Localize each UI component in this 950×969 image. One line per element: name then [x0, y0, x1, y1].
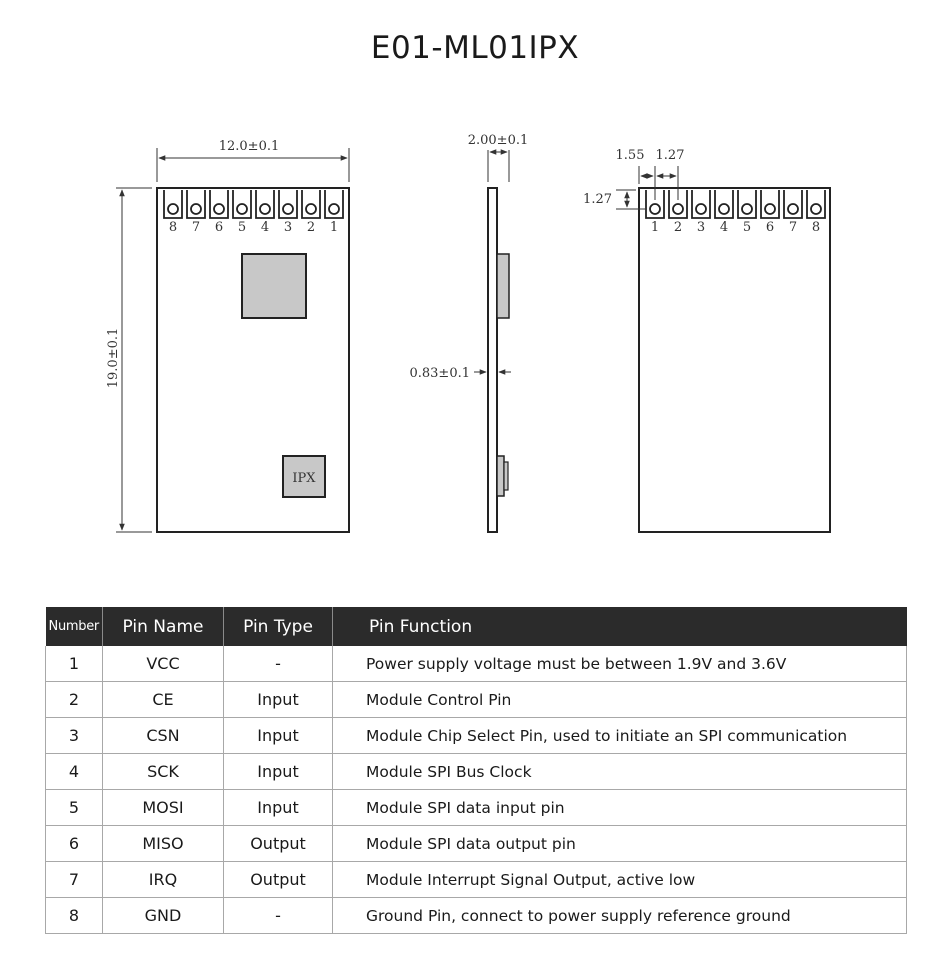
cell-pin-name: GND — [103, 898, 224, 934]
cell-pin-type: Output — [224, 826, 333, 862]
cell-pin-type: - — [224, 898, 333, 934]
cell-pin-type: Input — [224, 718, 333, 754]
thickness-dimension-label: 2.00±0.1 — [467, 133, 529, 148]
top-view-pin-number: 1 — [329, 220, 339, 235]
top-view-pad-hole — [306, 204, 316, 214]
cell-pin-type: Input — [224, 790, 333, 826]
header-pin-type: Pin Type — [224, 607, 333, 646]
table-row — [46, 646, 907, 682]
bottom-view-pad-hole — [742, 204, 752, 214]
bottom-view-pad-hole — [650, 204, 660, 214]
chip — [242, 254, 306, 318]
side-view — [409, 133, 528, 532]
cell-number: 2 — [46, 682, 103, 718]
cell-pin-name: CSN — [103, 718, 224, 754]
pitch-label: 1.27 — [655, 148, 685, 163]
table-row — [46, 718, 907, 754]
top-view-pin-number: 4 — [260, 220, 270, 235]
bottom-view-pin-number: 4 — [719, 220, 729, 235]
table-row — [46, 898, 907, 934]
cell-pin-name: CE — [103, 682, 224, 718]
cell-pin-function: Module Interrupt Signal Output, active low — [333, 862, 907, 898]
top-view-pad-hole — [237, 204, 247, 214]
cell-pin-name: MISO — [103, 826, 224, 862]
cell-pin-name: SCK — [103, 754, 224, 790]
cell-pin-function: Module Control Pin — [333, 682, 907, 718]
bottom-view-pad-hole — [719, 204, 729, 214]
height-dimension-label: 19.0±0.1 — [106, 327, 121, 389]
table-header-row — [46, 607, 907, 646]
top-view-pad-hole — [168, 204, 178, 214]
table-row — [46, 826, 907, 862]
ipx-connector-label: IPX — [292, 471, 316, 486]
table-row — [46, 754, 907, 790]
side-view-chip — [497, 254, 509, 318]
width-dimension-label: 12.0±0.1 — [218, 139, 280, 154]
header-number: Number — [46, 607, 103, 646]
cell-pin-function: Power supply voltage must be between 1.9V and 3.6V — [333, 646, 907, 682]
cell-pin-function: Ground Pin, connect to power supply reference ground — [333, 898, 907, 934]
bottom-view-pin-number: 7 — [788, 220, 798, 235]
top-view — [106, 139, 349, 532]
cell-number: 1 — [46, 646, 103, 682]
bottom-view-pin-number: 8 — [811, 220, 821, 235]
top-view-pin-number: 6 — [214, 220, 224, 235]
bottom-view — [583, 148, 830, 532]
top-view-pin-number: 8 — [168, 220, 178, 235]
cell-pin-function: Module SPI data input pin — [333, 790, 907, 826]
cell-number: 5 — [46, 790, 103, 826]
cell-pin-name: MOSI — [103, 790, 224, 826]
bottom-view-pad-hole — [696, 204, 706, 214]
top-view-pad-hole — [191, 204, 201, 214]
header-pin-function: Pin Function — [333, 607, 907, 646]
edge-offset-label: 1.55 — [615, 148, 645, 163]
side-view-connector — [497, 456, 504, 496]
bottom-view-pin-number: 6 — [765, 220, 775, 235]
top-view-pin-number: 2 — [306, 220, 316, 235]
top-view-pad-hole — [214, 204, 224, 214]
bottom-view-pin-number: 5 — [742, 220, 752, 235]
bottom-view-board-outline — [639, 188, 830, 532]
bottom-view-pad-hole — [673, 204, 683, 214]
cell-pin-function: Module SPI Bus Clock — [333, 754, 907, 790]
bottom-view-pad-hole — [811, 204, 821, 214]
top-view-pad-hole — [283, 204, 293, 214]
cell-pin-type: - — [224, 646, 333, 682]
top-view-pin-number: 5 — [237, 220, 247, 235]
cell-pin-name: IRQ — [103, 862, 224, 898]
bottom-view-pad-hole — [765, 204, 775, 214]
cell-number: 4 — [46, 754, 103, 790]
bottom-view-pin-number: 1 — [650, 220, 660, 235]
page-title: E01-ML01IPX — [370, 30, 580, 66]
table-row — [46, 682, 907, 718]
table-row — [46, 790, 907, 826]
pad-offset-label: 1.27 — [583, 192, 612, 207]
cell-pin-function: Module Chip Select Pin, used to initiate an SPI communication — [333, 718, 907, 754]
cell-pin-type: Input — [224, 682, 333, 718]
top-view-pin-number: 7 — [191, 220, 201, 235]
cell-pin-type: Input — [224, 754, 333, 790]
pin-table — [45, 607, 907, 934]
pcb-thickness-label: 0.83±0.1 — [409, 366, 470, 381]
bottom-view-pad-hole — [788, 204, 798, 214]
cell-pin-name: VCC — [103, 646, 224, 682]
top-view-pad-hole — [329, 204, 339, 214]
bottom-view-pin-number: 3 — [696, 220, 706, 235]
cell-pin-type: Output — [224, 862, 333, 898]
cell-pin-function: Module SPI data output pin — [333, 826, 907, 862]
header-pin-name: Pin Name — [103, 607, 224, 646]
cell-number: 7 — [46, 862, 103, 898]
side-view-pcb — [488, 188, 497, 532]
bottom-view-pin-number: 2 — [673, 220, 683, 235]
cell-number: 6 — [46, 826, 103, 862]
top-view-pin-number: 3 — [283, 220, 293, 235]
table-row — [46, 862, 907, 898]
top-view-pad-hole — [260, 204, 270, 214]
cell-number: 3 — [46, 718, 103, 754]
cell-number: 8 — [46, 898, 103, 934]
